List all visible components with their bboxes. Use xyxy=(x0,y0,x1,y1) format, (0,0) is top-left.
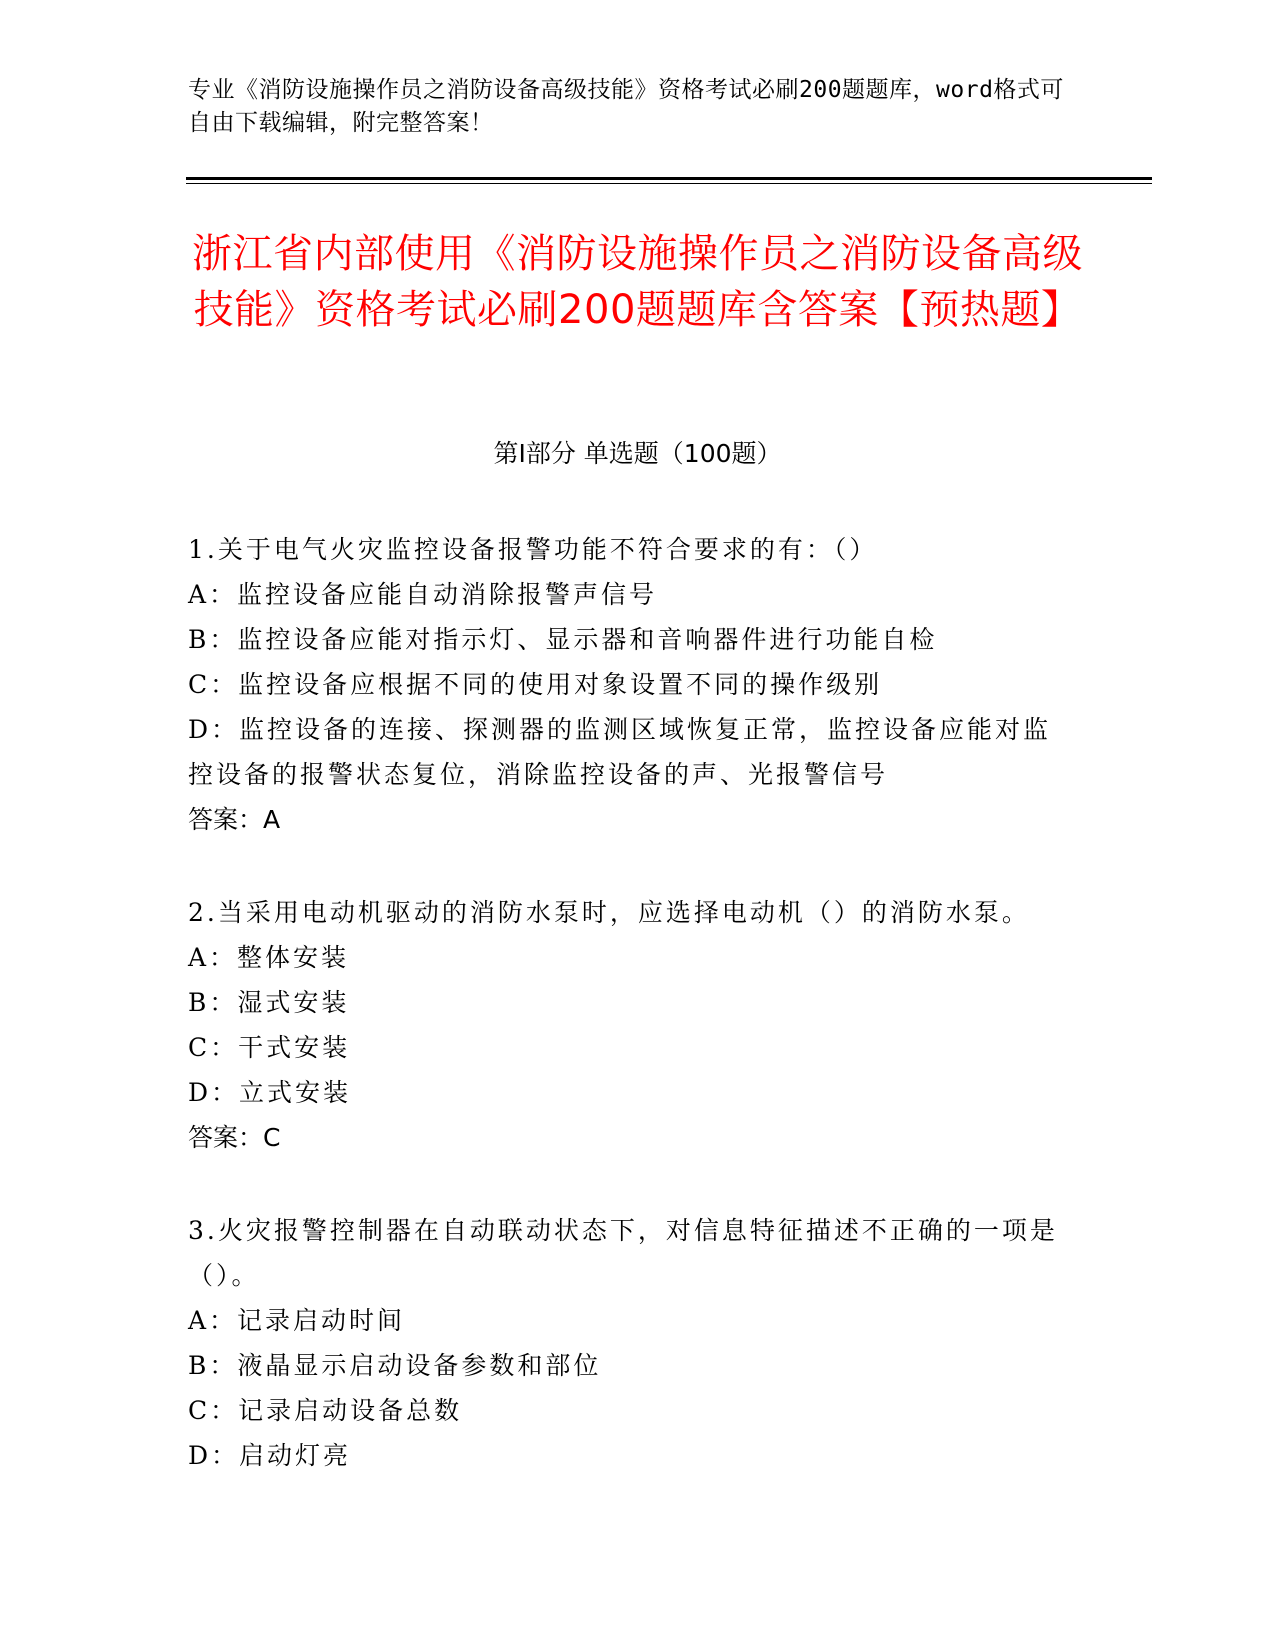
option-d: D：启动灯亮 xyxy=(188,1441,352,1470)
option-b: B：监控设备应能对指示灯、显示器和音响器件进行功能自检 xyxy=(188,625,938,654)
option-c: C：监控设备应根据不同的使用对象设置不同的操作级别 xyxy=(188,670,883,699)
option-d: D：监控设备的连接、探测器的监测区域恢复正常，监控设备应能对监控设备的报警状态复位，消除监控设备的声、光报警信号 xyxy=(188,715,1052,789)
question-3 xyxy=(188,1208,1078,1478)
option-b: B：湿式安装 xyxy=(188,988,350,1017)
header-divider-thin xyxy=(186,183,1152,184)
question-2 xyxy=(188,890,1078,1160)
header-note: 专业《消防设施操作员之消防设备高级技能》资格考试必刷200题题库，word格式可自由下载编辑，附完整答案！ xyxy=(188,77,1064,136)
document-title: 浙江省内部使用《消防设施操作员之消防设备高级技能》资格考试必刷200题题库含答案【预热题】 xyxy=(192,231,1083,333)
header-divider-thick xyxy=(186,177,1152,180)
option-a: A：记录启动时间 xyxy=(188,1306,406,1335)
option-b: B：液晶显示启动设备参数和部位 xyxy=(188,1351,602,1380)
option-c: C：记录启动设备总数 xyxy=(188,1396,463,1425)
option-d: D：立式安装 xyxy=(188,1078,352,1107)
answer: 答案：A xyxy=(188,805,281,834)
question-stem: 1.关于电气火灾监控设备报警功能不符合要求的有：（） xyxy=(188,535,878,564)
option-c: C：干式安装 xyxy=(188,1033,351,1062)
question-1 xyxy=(188,527,1078,842)
question-stem: 2.当采用电动机驱动的消防水泵时，应选择电动机（）的消防水泵。 xyxy=(188,898,1030,927)
answer: 答案：C xyxy=(188,1123,281,1152)
section-heading: 第Ⅰ部分 单选题（100题） xyxy=(493,439,782,468)
question-stem: 3.火灾报警控制器在自动联动状态下，对信息特征描述不正确的一项是（）。 xyxy=(188,1216,1058,1290)
option-a: A：监控设备应能自动消除报警声信号 xyxy=(188,580,658,609)
option-a: A：整体安装 xyxy=(188,943,350,972)
question-list xyxy=(188,527,1078,1526)
